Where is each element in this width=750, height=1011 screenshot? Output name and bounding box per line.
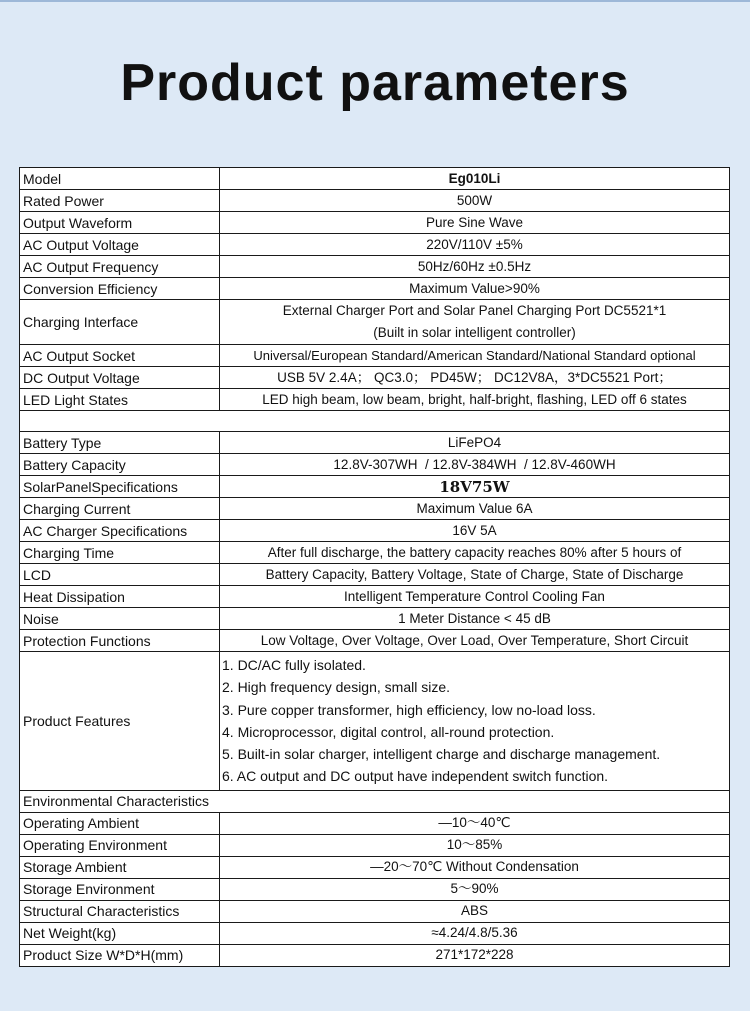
row-value: 500W (220, 190, 730, 212)
row-value: LiFePO4 (220, 432, 730, 454)
feature-item: 3. Pure copper transformer, high efficiency, low no-load loss. (222, 701, 596, 718)
table-row (20, 432, 730, 454)
table-row (20, 878, 730, 900)
table-row (20, 256, 730, 278)
parameters-table (19, 167, 730, 967)
table-row (20, 389, 730, 411)
row-value: 18V75W (220, 476, 730, 498)
row-label: Rated Power (20, 190, 220, 212)
row-value: 1 Meter Distance < 45 dB (220, 608, 730, 630)
row-value (220, 300, 730, 345)
row-label: AC Output Frequency (20, 256, 220, 278)
row-label: Storage Ambient (20, 856, 220, 878)
feature-item: 2. High frequency design, small size. (222, 679, 450, 696)
top-border-line (0, 0, 750, 2)
row-label: DC Output Voltage (20, 367, 220, 389)
table-row (20, 900, 730, 922)
table-row (20, 367, 730, 389)
table-row (20, 498, 730, 520)
row-value: ABS (220, 900, 730, 922)
row-value: After full discharge, the battery capacity reaches 80% after 5 hours of (220, 542, 730, 564)
row-label: Output Waveform (20, 212, 220, 234)
row-label: Operating Ambient (20, 812, 220, 834)
page-title: Product parameters (120, 54, 630, 112)
row-label: Heat Dissipation (20, 586, 220, 608)
row-value: Battery Capacity, Battery Voltage, State of Charge, State of Discharge (220, 564, 730, 586)
row-label: Storage Environment (20, 878, 220, 900)
table-row (20, 652, 730, 791)
row-label: Product Size W*D*H(mm) (20, 944, 220, 966)
row-value: Eg010Li (220, 168, 730, 190)
row-label: Battery Capacity (20, 454, 220, 476)
table-row (20, 542, 730, 564)
row-label: Noise (20, 608, 220, 630)
table-row (20, 168, 730, 190)
row-label: Product Features (20, 652, 220, 791)
feature-item: 4. Microprocessor, digital control, all-round protection. (222, 723, 555, 740)
row-label: AC Output Voltage (20, 234, 220, 256)
table-row (20, 345, 730, 367)
row-value: 220V/110V ±5% (220, 234, 730, 256)
table-row-empty (20, 411, 730, 432)
feature-item: 5. Built-in solar charger, intelligent charge and discharge management. (222, 746, 661, 763)
row-value: —10～40℃ (220, 812, 730, 834)
table-row (20, 564, 730, 586)
charging-interface-line-1: External Charger Port and Solar Panel Charging Port DC5521*1 (282, 303, 667, 318)
row-label: Model (20, 168, 220, 190)
table-row (20, 520, 730, 542)
table-row (20, 608, 730, 630)
row-label: Net Weight(kg) (20, 922, 220, 944)
row-value: 271*172*228 (220, 944, 730, 966)
row-value: —20～70℃ Without Condensation (220, 856, 730, 878)
table-row (20, 944, 730, 966)
table-row (20, 300, 730, 345)
row-label: LED Light States (20, 389, 220, 411)
table-row (20, 812, 730, 834)
row-value: Maximum Value>90% (220, 278, 730, 300)
row-value: Intelligent Temperature Control Cooling Fan (220, 586, 730, 608)
row-value: LED high beam, low beam, bright, half-bright, flashing, LED off 6 states (220, 389, 730, 411)
row-value: ≈4.24/4.8/5.36 (220, 922, 730, 944)
table-row (20, 454, 730, 476)
row-label: SolarPanelSpecifications (20, 476, 220, 498)
row-label: Charging Interface (20, 300, 220, 345)
separator-cell (20, 411, 730, 432)
table-row (20, 922, 730, 944)
row-label: Protection Functions (20, 630, 220, 652)
table-row (20, 586, 730, 608)
table-row (20, 630, 730, 652)
row-label: Conversion Efficiency (20, 278, 220, 300)
feature-item: 6. AC output and DC output have independent switch function. (222, 768, 609, 785)
table-row (20, 856, 730, 878)
row-value: 16V 5A (220, 520, 730, 542)
row-value: 12.8V-307WH / 12.8V-384WH / 12.8V-460WH (220, 454, 730, 476)
row-value: USB 5V 2.4A； QC3.0； PD45W； DC12V8A，3*DC5521 Port； (220, 367, 730, 389)
row-value: 5～90% (220, 878, 730, 900)
table-row (20, 834, 730, 856)
row-label: AC Output Socket (20, 345, 220, 367)
row-value: 50Hz/60Hz ±0.5Hz (220, 256, 730, 278)
table-row (20, 234, 730, 256)
feature-item: 1. DC/AC fully isolated. (222, 657, 366, 673)
row-label: Structural Characteristics (20, 900, 220, 922)
row-value: 10～85% (220, 834, 730, 856)
row-label: Charging Current (20, 498, 220, 520)
environmental-section-header: Environmental Characteristics (20, 790, 730, 812)
row-label: Battery Type (20, 432, 220, 454)
product-features-list (220, 652, 730, 791)
table-row (20, 212, 730, 234)
table-row (20, 278, 730, 300)
row-label: AC Charger Specifications (20, 520, 220, 542)
charging-interface-line-2: (Built in solar intelligent controller) (373, 325, 576, 340)
row-value: Universal/European Standard/American Standard/National Standard optional (220, 345, 730, 367)
table-row (20, 190, 730, 212)
row-label: LCD (20, 564, 220, 586)
row-label: Charging Time (20, 542, 220, 564)
row-value: Pure Sine Wave (220, 212, 730, 234)
table-row-section-header (20, 790, 730, 812)
row-value: Maximum Value 6A (220, 498, 730, 520)
row-label: Operating Environment (20, 834, 220, 856)
table-row (20, 476, 730, 498)
row-value: Low Voltage, Over Voltage, Over Load, Over Temperature, Short Circuit (220, 630, 730, 652)
